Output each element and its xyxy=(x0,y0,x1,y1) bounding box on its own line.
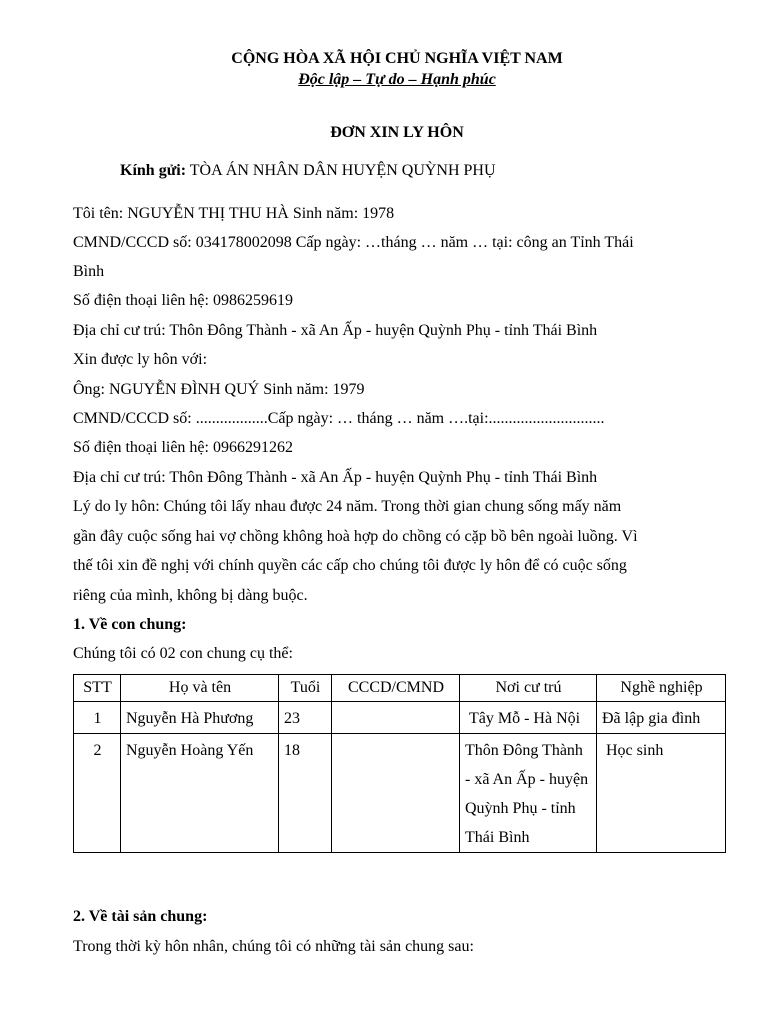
cell-occupation: Đã lập gia đình xyxy=(597,702,726,734)
recipient-label: Kính gửi: xyxy=(120,162,187,179)
cell-name: Nguyễn Hà Phương xyxy=(121,702,279,734)
table-row xyxy=(74,702,726,734)
table-row xyxy=(74,734,726,853)
cell-residence: Tây Mỗ - Hà Nội xyxy=(460,702,597,734)
document-title: ĐƠN XIN LY HÔN xyxy=(330,124,464,141)
body-line-applicant-id: CMND/CCCD số: 034178002098 Cấp ngày: …tháng … năm … tại: công an Tỉnh Thái xyxy=(73,234,634,251)
body-line-applicant-address: Địa chỉ cư trú: Thôn Đông Thành - xã An Ấp - huyện Quỳnh Phụ - tỉnh Thái Bình xyxy=(73,322,598,339)
column-header-name: Họ và tên xyxy=(121,675,279,702)
recipient-line xyxy=(120,161,496,181)
column-header-age: Tuổi xyxy=(279,675,332,702)
body-line-reason-2: gần đây cuộc sống hai vợ chồng không hoà hợp do chồng có cặp bồ bên ngoài luồng. Vì xyxy=(73,528,638,545)
column-header-id: CCCD/CMND xyxy=(332,675,460,702)
body-line-divorce-with: Xin được ly hôn với: xyxy=(73,351,208,368)
cell-stt: 1 xyxy=(74,702,121,734)
table-header-row xyxy=(74,675,726,702)
section-assets-intro: Trong thời kỳ hôn nhân, chúng tôi có những tài sản chung sau: xyxy=(73,938,474,955)
cell-name: Nguyễn Hoàng Yến xyxy=(121,734,279,853)
recipient-value: TÒA ÁN NHÂN DÂN HUYỆN QUỲNH PHỤ xyxy=(186,162,496,179)
cell-occupation: Học sinh xyxy=(597,734,726,853)
body-line-reason-3: thế tôi xin đề nghị với chính quyền các cấp cho chúng tôi được ly hôn để có cuộc sống xyxy=(73,557,627,574)
section-children-intro: Chúng tôi có 02 con chung cụ thể: xyxy=(73,645,293,662)
body-line-respondent-address: Địa chỉ cư trú: Thôn Đông Thành - xã An Ấp - huyện Quỳnh Phụ - tỉnh Thái Bình xyxy=(73,469,598,486)
cell-age: 18 xyxy=(279,734,332,853)
national-title: CỘNG HÒA XÃ HỘI CHỦ NGHĨA VIỆT NAM xyxy=(231,50,563,67)
body-line-applicant: Tôi tên: NGUYỄN THỊ THU HÀ Sinh năm: 1978 xyxy=(73,205,395,222)
body-line-respondent: Ông: NGUYỄN ĐÌNH QUÝ Sinh năm: 1979 xyxy=(73,381,365,398)
cell-id xyxy=(332,734,460,853)
column-header-occupation: Nghề nghiệp xyxy=(597,675,726,702)
national-motto: Độc lập – Tự do – Hạnh phúc xyxy=(298,71,496,88)
body-line-applicant-id-cont: Bình xyxy=(73,263,105,280)
cell-stt: 2 xyxy=(74,734,121,853)
body-line-applicant-phone: Số điện thoại liên hệ: 0986259619 xyxy=(73,292,293,309)
body-line-respondent-phone: Số điện thoại liên hệ: 0966291262 xyxy=(73,439,293,456)
body-line-reason-1: Lý do ly hôn: Chúng tôi lấy nhau được 24 năm. Trong thời gian chung sống mấy năm xyxy=(73,498,622,515)
body-line-reason-4: riêng của mình, không bị dàng buộc. xyxy=(73,587,308,604)
section-assets-heading: 2. Về tài sản chung: xyxy=(73,908,208,925)
section-children-heading: 1. Về con chung: xyxy=(73,616,187,633)
children-table xyxy=(73,674,726,853)
cell-residence: Thôn Đông Thành - xã An Ấp - huyện Quỳnh Phụ - tỉnh Thái Bình xyxy=(460,734,597,853)
cell-age: 23 xyxy=(279,702,332,734)
cell-id xyxy=(332,702,460,734)
body-line-respondent-id: CMND/CCCD số: ..................Cấp ngày: … tháng … năm ….tại:............................. xyxy=(73,410,605,427)
column-header-residence: Nơi cư trú xyxy=(460,675,597,702)
column-header-stt: STT xyxy=(74,675,121,702)
